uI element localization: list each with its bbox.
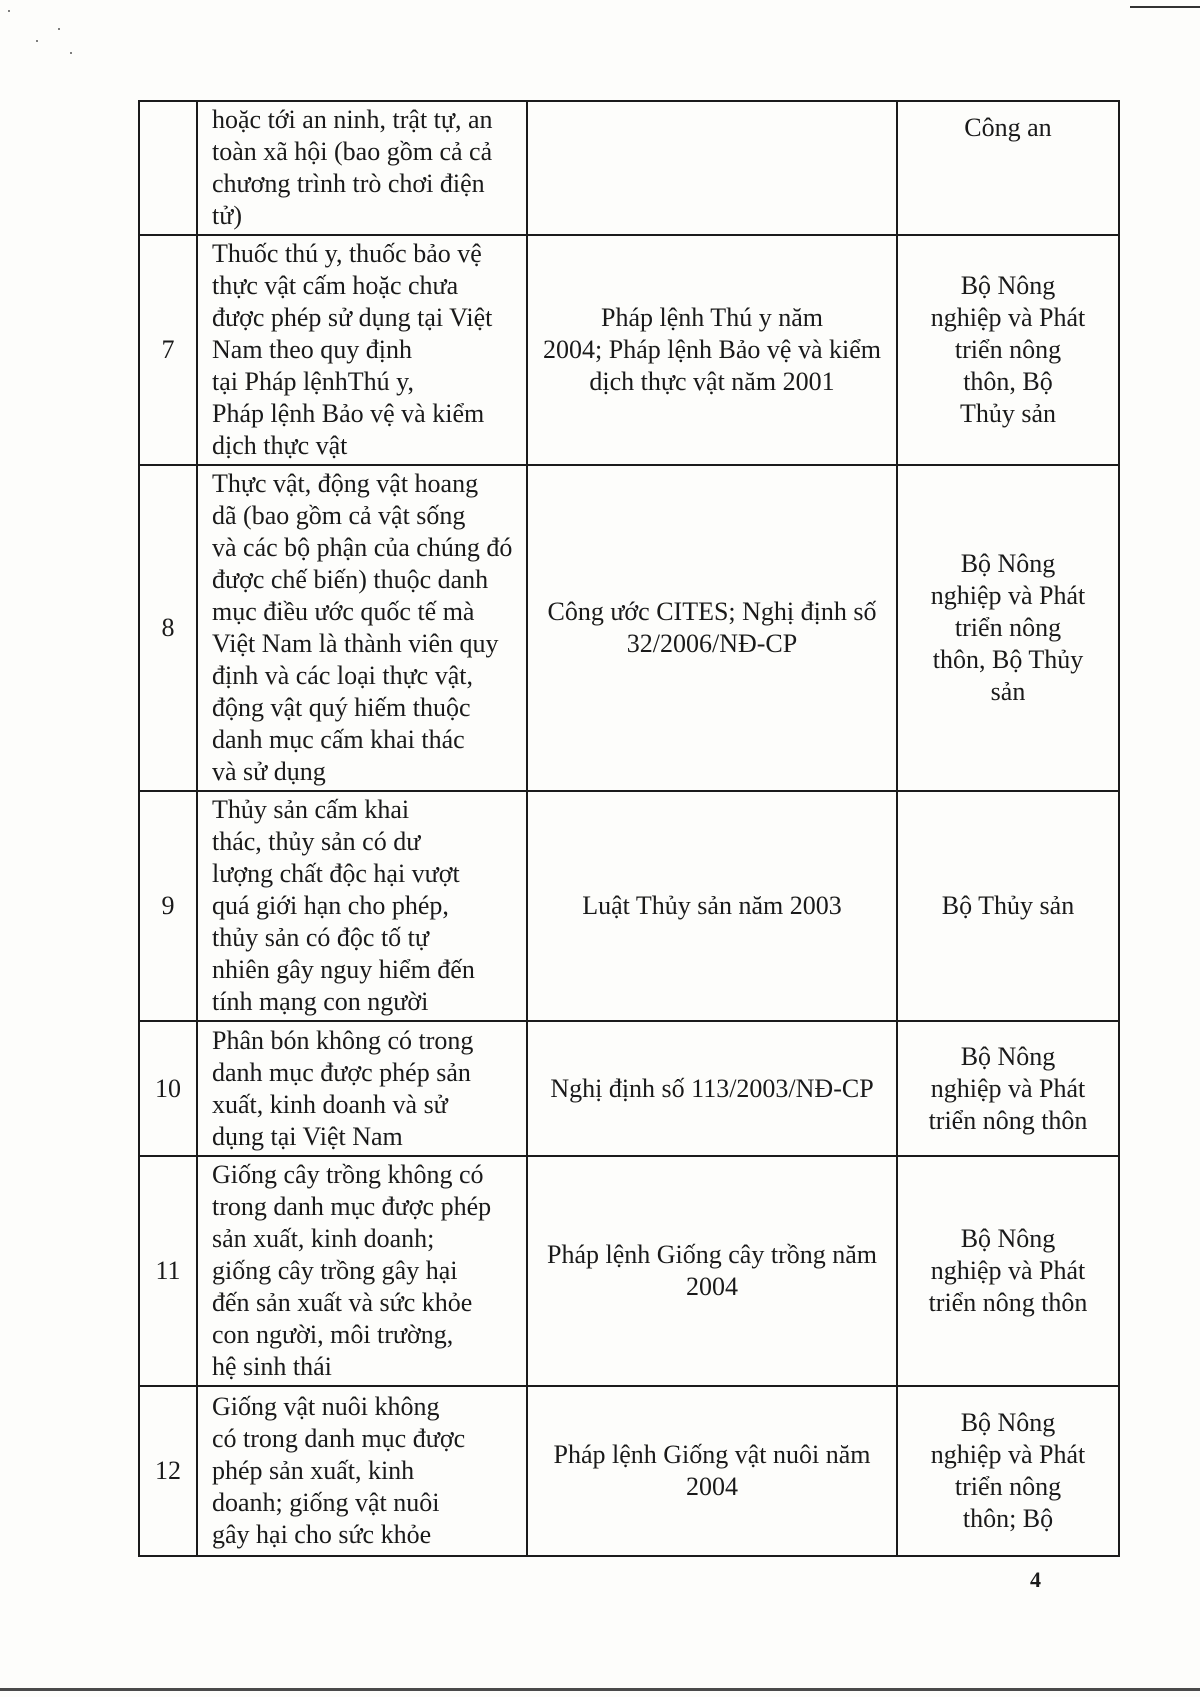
row-number: 7: [139, 235, 197, 465]
legal-basis: Pháp lệnh Giống cây trồng năm 2004: [527, 1156, 897, 1386]
responsible-agency: Bộ Nông nghiệp và Phát triển nông thôn, Bộ Thủy sản: [897, 465, 1119, 791]
prohibited-item: Phân bón không có trong danh mục được phép sản xuất, kinh doanh và sử dụng tại Việt Nam: [197, 1021, 527, 1156]
prohibited-item: hoặc tới an ninh, trật tự, an toàn xã hội (bao gồm cả cả chương trình trò chơi điện tử): [197, 101, 527, 235]
table-row: [139, 1156, 1119, 1386]
scan-speck: [36, 40, 38, 42]
table-row: [139, 101, 1119, 235]
table-row: [139, 1021, 1119, 1156]
table-row: [139, 791, 1119, 1021]
table-row: [139, 1386, 1119, 1556]
row-number: 11: [139, 1156, 197, 1386]
scan-edge-mark: [0, 1688, 1200, 1691]
prohibited-item: Giống vật nuôi không có trong danh mục được phép sản xuất, kinh doanh; giống vật nuôi gây hại cho sức khỏe: [197, 1386, 527, 1556]
responsible-agency: Bộ Nông nghiệp và Phát triển nông thôn; Bộ: [897, 1386, 1119, 1556]
scan-speck: [58, 28, 60, 30]
prohibited-item: Thực vật, động vật hoang dã (bao gồm cả vật sống và các bộ phận của chúng đó được chế biến) thuộc danh mục điều ước quốc tế mà Việt Nam là thành viên quy định và các loại thực vật, động vật quý hiếm thuộc danh mục cấm khai thác và sử dụng: [197, 465, 527, 791]
prohibited-item: Giống cây trồng không có trong danh mục được phép sản xuất, kinh doanh; giống cây trồng gây hại đến sản xuất và sức khỏe con người, môi trường, hệ sinh thái: [197, 1156, 527, 1386]
legal-basis: Công ước CITES; Nghị định số 32/2006/NĐ-CP: [527, 465, 897, 791]
prohibited-item: Thuốc thú y, thuốc bảo vệ thực vật cấm hoặc chưa được phép sử dụng tại Việt Nam theo quy định tại Pháp lệnhThú y, Pháp lệnh Bảo vệ và kiểm dịch thực vật: [197, 235, 527, 465]
page-number: 4: [1030, 1567, 1041, 1592]
legal-basis: Pháp lệnh Thú y năm 2004; Pháp lệnh Bảo vệ và kiểm dịch thực vật năm 2001: [527, 235, 897, 465]
table-row: [139, 465, 1119, 791]
legal-basis: Nghị định số 113/2003/NĐ-CP: [527, 1021, 897, 1156]
row-number: [139, 101, 197, 235]
table-row: [139, 235, 1119, 465]
legal-basis: Luật Thủy sản năm 2003: [527, 791, 897, 1021]
legal-basis: [527, 101, 897, 235]
scan-speck: [70, 52, 72, 54]
scan-speck: [8, 10, 10, 12]
row-number: 9: [139, 791, 197, 1021]
responsible-agency: Bộ Nông nghiệp và Phát triển nông thôn: [897, 1021, 1119, 1156]
responsible-agency: Bộ Nông nghiệp và Phát triển nông thôn: [897, 1156, 1119, 1386]
row-number: 8: [139, 465, 197, 791]
legal-basis: Pháp lệnh Giống vật nuôi năm 2004: [527, 1386, 897, 1556]
row-number: 10: [139, 1021, 197, 1156]
responsible-agency: Công an: [897, 101, 1119, 235]
regulation-table: [138, 100, 1120, 1557]
responsible-agency: Bộ Nông nghiệp và Phát triển nông thôn, Bộ Thủy sản: [897, 235, 1119, 465]
responsible-agency: Bộ Thủy sản: [897, 791, 1119, 1021]
scan-edge-mark: [1130, 6, 1200, 8]
row-number: 12: [139, 1386, 197, 1556]
prohibited-item: Thủy sản cấm khai thác, thủy sản có dư lượng chất độc hại vượt quá giới hạn cho phép, thủy sản có độc tố tự nhiên gây nguy hiểm đến tính mạng con người: [197, 791, 527, 1021]
